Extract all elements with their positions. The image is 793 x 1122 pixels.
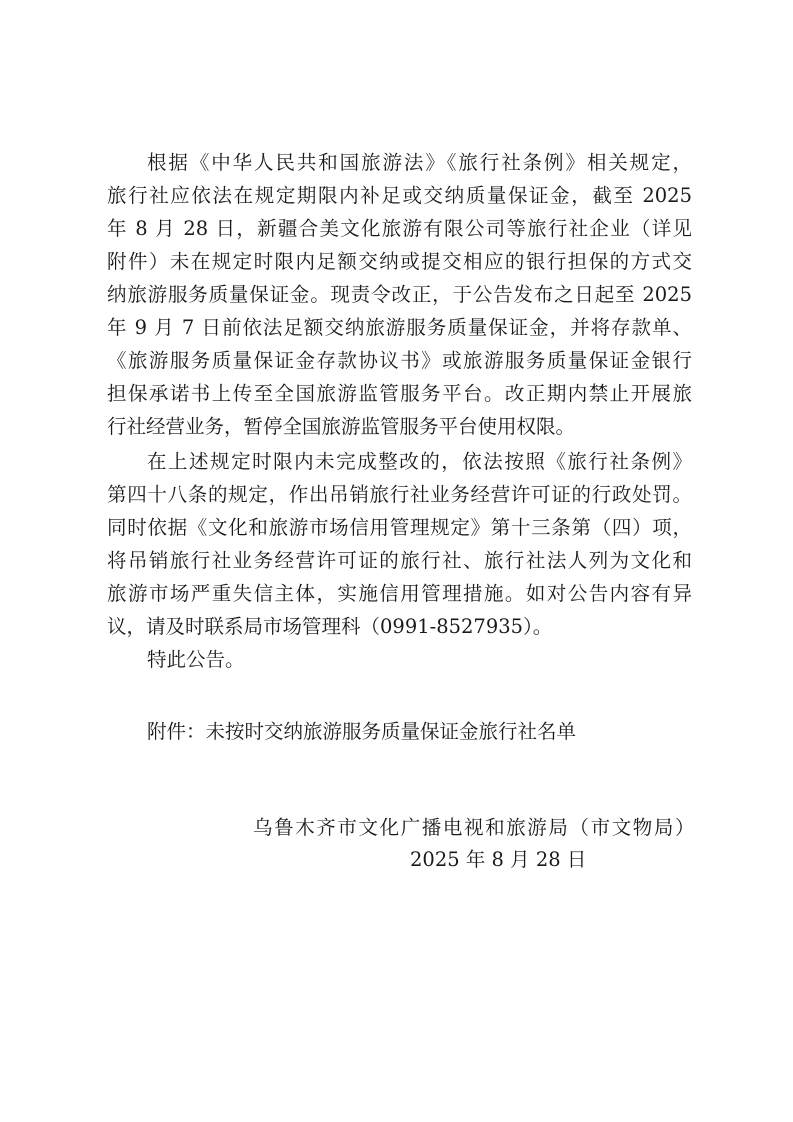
paragraph-2-line-1: 在上述规定时限内未完成整改的，依法按照《旅行社条例》: [147, 450, 692, 473]
paragraph-1-line-2: 旅行社应依法在规定期限内补足或交纳质量保证金，截至 2025: [107, 184, 692, 207]
paragraph-1-line-9: 行社经营业务，暂停全国旅游监管服务平台使用权限。: [107, 415, 576, 438]
paragraph-1-line-3: 年 8 月 28 日，新疆合美文化旅游有限公司等旅行社企业（详见: [107, 217, 692, 240]
attachment-note: 附件：未按时交纳旅游服务质量保证金旅行社名单: [147, 720, 577, 743]
paragraph-1-line-6: 年 9 月 7 日前依法足额交纳旅游服务质量保证金，并将存款单、: [107, 316, 692, 339]
closing-text: 特此公告。: [147, 648, 245, 671]
paragraph-2-line-3: 同时依据《文化和旅游市场信用管理规定》第十三条第（四）项，: [107, 516, 692, 539]
paragraph-2-line-5: 旅游市场严重失信主体，实施信用管理措施。如对公告内容有异: [107, 582, 692, 605]
paragraph-2-line-6: 议，请及时联系局市场管理科（0991-8527935）。: [107, 615, 553, 638]
paragraph-1-line-8: 担保承诺书上传至全国旅游监管服务平台。改正期内禁止开展旅: [107, 382, 692, 405]
paragraph-1-line-5: 纳旅游服务质量保证金。现责令改正，于公告发布之日起至 2025: [107, 283, 692, 306]
issuer-name: 乌鲁木齐市文化广播电视和旅游局（市文物局）: [253, 816, 697, 839]
paragraph-1-line-7: 《旅游服务质量保证金存款协议书》或旅游服务质量保证金银行: [107, 349, 692, 372]
paragraph-1-line-4: 附件）未在规定时限内足额交纳或提交相应的银行担保的方式交: [107, 250, 692, 273]
issue-date: 2025 年 8 月 28 日: [410, 848, 587, 871]
paragraph-2-line-4: 将吊销旅行社业务经营许可证的旅行社、旅行社法人列为文化和: [107, 549, 692, 572]
paragraph-1-line-1: 根据《中华人民共和国旅游法》《旅行社条例》相关规定，: [147, 151, 692, 174]
paragraph-2-line-2: 第四十八条的规定，作出吊销旅行社业务经营许可证的行政处罚。: [107, 483, 692, 506]
